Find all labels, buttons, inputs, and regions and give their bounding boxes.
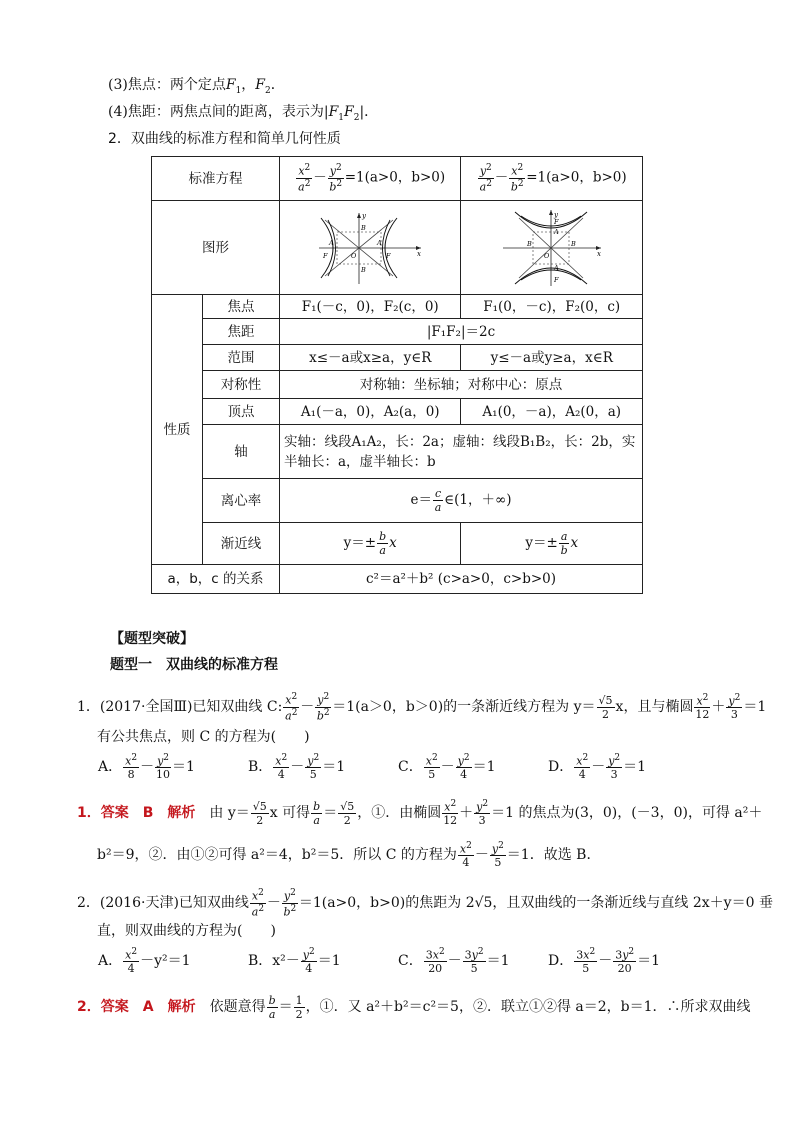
q1-option-d[interactable]: D． $\frac{x^2}{4}$ － $\frac{y^2}{3}$ ＝1 xyxy=(548,752,647,782)
range-horizontal: x≤－a或x≥a，y∈R xyxy=(280,345,461,371)
row-foci-label: 焦点 xyxy=(203,295,280,319)
hyperbola-properties-table xyxy=(151,156,643,594)
q2-stem-line2: 直，则双曲线的方程为( ) xyxy=(97,923,276,939)
svg-text:x: x xyxy=(417,249,422,258)
vertex-horizontal: A₁(－a，0)，A₂(a，0) xyxy=(280,399,461,425)
row-asymptote-label: 渐近线 xyxy=(203,523,280,565)
svg-text:B: B xyxy=(361,265,367,274)
q1-stem-line1: 1．(2017·全国Ⅲ)已知双曲线 C: $\frac{x^2}{a^2}$ － $\frac{y^2}{b^2}$ ＝1(a＞0，b＞0)的一条渐近线方程为 y＝ $\frac{√5}{2}$ x，且与椭圆 $\frac{x^2}{12}$ ＋ $\frac{y^2}{3}$ ＝1 xyxy=(77,691,767,723)
axis-line-2: 半轴长：a，虚半轴长：b xyxy=(284,453,436,470)
q1-option-a[interactable]: A． $\frac{x^2}{8}$ － $\frac{y^2}{10}$ ＝1 xyxy=(98,752,195,782)
relation: c²＝a²＋b² (c>a>0，c>b>0) xyxy=(280,565,643,594)
q2-option-b[interactable]: B．x²－ $\frac{y^2}{4}$ ＝1 xyxy=(248,946,341,976)
svg-text:A: A xyxy=(553,227,559,236)
row-axis-label: 轴 xyxy=(203,425,280,479)
q2-option-c[interactable]: C． $\frac{3x^2}{20}$ － $\frac{3y^2}{5}$ ＝1 xyxy=(398,946,510,976)
standard-eq-horizontal: $\frac{x^2}{a^2}$ － $\frac{y^2}{b^2}$ =1(a>0，b>0) xyxy=(280,157,461,201)
range-vertical: y≤－a或y≥a，x∈R xyxy=(461,345,643,371)
q1-options xyxy=(98,752,698,782)
q2-answer-line1: 2．答案 A 解析 依题意得 $\frac{b}{a}$ ＝ $\frac{1}{2}$ ，①．又 a²＋b²＝c²＝5，②．联立①②得 a＝2，b＝1．∴所求双曲线 xyxy=(77,993,751,1021)
svg-text:F: F xyxy=(323,251,328,260)
header-standard-equation: 标准方程 xyxy=(152,157,280,201)
breakthrough-heading: 【题型突破】 xyxy=(110,631,194,647)
row-focal-label: 焦距 xyxy=(203,319,280,345)
row-vertex-label: 顶点 xyxy=(203,399,280,425)
svg-text:A: A xyxy=(377,238,382,247)
q2-option-d[interactable]: D． $\frac{3x^2}{5}$ － $\frac{3y^2}{20}$ ＝1 xyxy=(548,946,661,976)
type1-heading: 题型一 双曲线的标准方程 xyxy=(110,657,278,673)
row-range-label: 范围 xyxy=(203,345,280,371)
svg-text:A: A xyxy=(329,238,334,247)
svg-text:A: A xyxy=(553,263,559,272)
foci-vertical: F₁(0，－c)，F₂(0，c) xyxy=(461,295,643,319)
axis-description xyxy=(280,425,643,479)
q1-answer-line2: b²＝9，②．由①②可得 a²＝4，b²＝5．所以 C 的方程为 $\frac{x^2}{4}$ － $\frac{y^2}{5}$ ＝1．故选 B． xyxy=(97,840,601,870)
eccentricity: e＝ $\frac{c}{a}$ ∈(1，＋∞) xyxy=(280,479,643,523)
svg-text:F: F xyxy=(386,251,391,260)
q1-option-c[interactable]: C． $\frac{x^2}{5}$ － $\frac{y^2}{4}$ ＝1 xyxy=(398,752,496,782)
q1-stem-line2: 有公共焦点，则 C 的方程为( ) xyxy=(97,729,310,745)
foci-horizontal: F₁(－c，0)，F₂(c，0) xyxy=(280,295,461,319)
svg-text:x: x xyxy=(596,249,601,258)
header-graph: 图形 xyxy=(152,201,280,295)
asymptote-vertical: y＝± $\frac{a}{b}$ x xyxy=(461,523,643,565)
svg-text:O: O xyxy=(543,251,550,260)
q1-answer-line1: 1．答案 B 解析 由 y＝ $\frac{√5}{2}$ x 可得 $\frac{b}{a}$ ＝ $\frac{√5}{2}$ ，①．由椭圆 $\frac{x^2}{12}$ ＋ $\frac{y^2}{3}$ ＝1 的焦点为(3，0)，(－3，0)，可得 a²＋ xyxy=(77,798,763,828)
header-properties: 性质 xyxy=(152,295,203,565)
q1-option-b[interactable]: B． $\frac{x^2}{4}$ － $\frac{y^2}{5}$ ＝1 xyxy=(248,752,346,782)
svg-text:F: F xyxy=(553,217,559,226)
svg-text:O: O xyxy=(351,251,357,260)
asymptote-horizontal: y＝± $\frac{b}{a}$ x xyxy=(280,523,461,565)
graph-horizontal-cell xyxy=(280,201,461,295)
vertex-vertical: A₁(0，－a)，A₂(0，a) xyxy=(461,399,643,425)
svg-text:y: y xyxy=(553,210,558,219)
graph-vertical-cell xyxy=(461,201,643,295)
svg-text:F: F xyxy=(553,275,559,284)
standard-eq-vertical: $\frac{y^2}{a^2}$ － $\frac{x^2}{b^2}$ =1(a>0，b>0) xyxy=(461,157,643,201)
focal-distance-definition: (4)焦距：两焦点间的距离，表示为$|F_1F_2|$． xyxy=(108,104,379,123)
axis-line-1: 实轴：线段A₁A₂，长：2a；虚轴：线段B₁B₂，长：2b，实 xyxy=(284,433,636,450)
svg-text:B: B xyxy=(570,239,576,248)
foci-definition: (3)焦点：两个定点$F_1$，$F_2$． xyxy=(108,77,285,96)
row-eccentricity-label: 离心率 xyxy=(203,479,280,523)
section2-title: 2．双曲线的标准方程和简单几何性质 xyxy=(108,131,341,147)
svg-text:B: B xyxy=(361,223,367,232)
row-symmetry-label: 对称性 xyxy=(203,371,280,399)
svg-text:B: B xyxy=(526,239,532,248)
q2-option-a[interactable]: A． $\frac{x^2}{4}$ －y²＝1 xyxy=(98,946,191,976)
symmetry: 对称轴：坐标轴；对称中心：原点 xyxy=(280,371,643,399)
q2-options xyxy=(98,946,698,976)
q2-stem-line1: 2．(2016·天津)已知双曲线 $\frac{x^2}{a^2}$ － $\frac{y^2}{b^2}$ ＝1(a>0，b>0)的焦距为 2√5，且双曲线的一条渐近线与直线 2x＋y＝0 垂 xyxy=(77,887,773,919)
focal-distance: |F₁F₂|＝2c xyxy=(280,319,643,345)
vertical-hyperbola-graph xyxy=(497,208,607,288)
row-relation-label: a，b，c 的关系 xyxy=(152,565,280,594)
svg-text:y: y xyxy=(362,211,367,220)
horizontal-hyperbola-graph xyxy=(315,210,425,286)
